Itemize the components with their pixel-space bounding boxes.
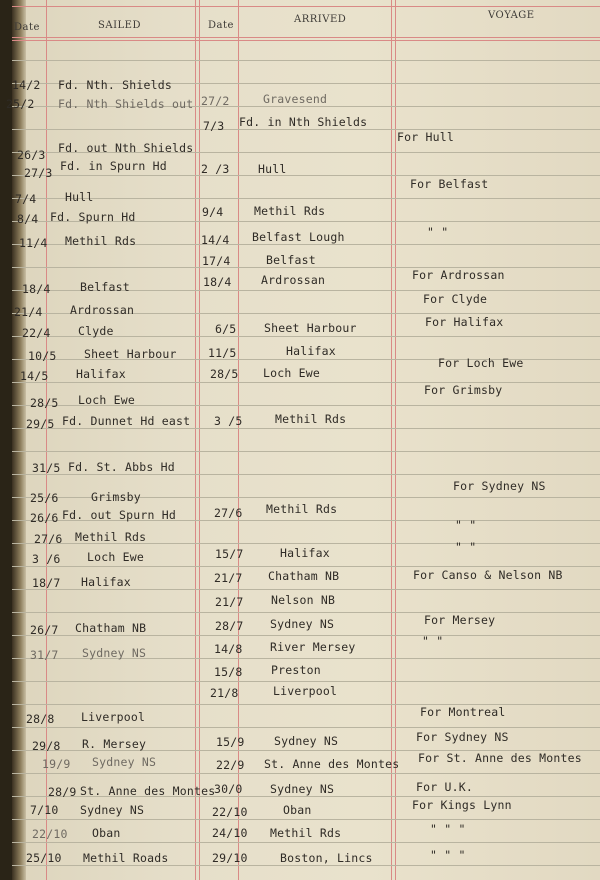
voyage: For Halifax: [425, 315, 504, 329]
ruling-line: [12, 382, 600, 383]
ruling-line: [12, 612, 600, 613]
sailed-place: St. Anne des Montes: [80, 784, 216, 798]
arrived-date: 9/4: [202, 205, 224, 219]
ruling-line: [12, 819, 600, 820]
sailed-place: Halifax: [81, 575, 131, 589]
arrived-place: Ardrossan: [261, 273, 326, 287]
arrived-place: River Mersey: [270, 640, 356, 654]
ruling-line: [12, 773, 600, 774]
arrived-date: 28/5: [210, 367, 239, 381]
voyage: For Grimsby: [424, 383, 503, 397]
arrived-date: 7/3: [203, 119, 225, 133]
sailed-date: 28/9: [48, 785, 77, 799]
arrived-date: 15/8: [214, 665, 243, 679]
ruling-line: [12, 566, 600, 567]
sailed-place: Clyde: [78, 324, 114, 338]
header-date-sailed: Date: [14, 22, 40, 33]
voyage: For Mersey: [424, 613, 496, 627]
voyage: For St. Anne des Montes: [418, 751, 582, 765]
arrived-date: 3 /5: [214, 414, 243, 428]
voyage: " ": [455, 518, 477, 532]
sailed-place: Methil Rds: [65, 234, 137, 248]
column-divider-sailed: [195, 0, 196, 880]
arrived-date: 21/7: [214, 571, 243, 585]
arrived-place: Sheet Harbour: [264, 321, 357, 335]
arrived-date: 6/5: [215, 322, 237, 336]
voyage: For Ardrossan: [412, 268, 505, 282]
arrived-place: Oban: [283, 803, 312, 817]
header-double-rule: [12, 40, 600, 41]
arrived-date: 14/8: [214, 642, 243, 656]
sailed-place: Fd. out Nth Shields: [58, 141, 194, 155]
header-sailed: SAILED: [98, 20, 141, 31]
sailed-place: Fd. Dunnet Hd east: [62, 414, 191, 428]
sailed-place: Grimsby: [91, 490, 141, 504]
column-divider-arrived-double: [395, 0, 396, 880]
arrived-date: 15/9: [216, 735, 245, 749]
header-voyage: VOYAGE: [488, 10, 535, 21]
ruling-line: [12, 428, 600, 429]
sailed-date: 28/5: [30, 396, 59, 410]
sailed-place: Oban: [92, 826, 121, 840]
arrived-date: 27/6: [214, 506, 243, 520]
sailed-place: Loch Ewe: [78, 393, 135, 407]
sailed-place: Fd. in Spurn Hd: [60, 159, 167, 173]
sailed-date: 14/2: [12, 78, 41, 92]
voyage: " ": [455, 540, 477, 554]
sailed-place: Sydney NS: [82, 646, 147, 660]
sailed-place: Sydney NS: [80, 803, 145, 817]
arrived-place: Loch Ewe: [263, 366, 320, 380]
header-date-arrived: Date: [208, 20, 234, 31]
header-arrived: ARRIVED: [294, 14, 347, 25]
voyage: " " ": [430, 822, 466, 836]
sailed-date: 7/10: [30, 803, 59, 817]
ruling-line: [12, 865, 600, 866]
ruling-line: [12, 704, 600, 705]
sailed-place: Fd. Nth Shields out: [58, 97, 194, 111]
sailed-date: 26/3: [17, 148, 46, 162]
ruling-line: [12, 129, 600, 130]
sailed-date: 7/4: [15, 192, 37, 206]
sailed-date: 29/8: [32, 739, 61, 753]
arrived-date: 14/4: [201, 233, 230, 247]
ruling-line: [12, 842, 600, 843]
sailed-date: 11/4: [19, 236, 48, 250]
sailed-date: 14/5: [20, 369, 49, 383]
sailed-date: 25/10: [26, 851, 62, 865]
ruling-line: [12, 589, 600, 590]
sailed-date: 18/4: [22, 282, 51, 296]
sailed-date: 25/6: [30, 491, 59, 505]
arrived-place: Gravesend: [263, 92, 328, 106]
sailed-date: 31/7: [30, 648, 59, 662]
arrived-date: 18/4: [203, 275, 232, 289]
ruling-line: [12, 727, 600, 728]
ruling-line: [12, 60, 600, 61]
arrived-date: 17/4: [202, 254, 231, 268]
sailed-place: Sheet Harbour: [84, 347, 177, 361]
voyage: " ": [427, 225, 449, 239]
sailed-place: Belfast: [80, 280, 130, 294]
arrived-place: Sydney NS: [274, 734, 339, 748]
arrived-place: Halifax: [286, 344, 336, 358]
sailed-date: 8/4: [17, 212, 39, 226]
sailed-place: Methil Rds: [75, 530, 147, 544]
arrived-place: Chatham NB: [268, 569, 340, 583]
arrived-date: 28/7: [215, 619, 244, 633]
header-bottom-rule: [12, 37, 600, 38]
sailed-date: 27/6: [34, 532, 63, 546]
sailed-date: 25/2: [6, 97, 35, 111]
arrived-place: Boston, Lincs: [280, 851, 373, 865]
sailed-place: Fd. out Spurn Hd: [62, 508, 176, 522]
sailed-place: Fd. Nth. Shields: [58, 78, 172, 92]
ruling-line: [12, 198, 600, 199]
sailed-place: Fd. Spurn Hd: [50, 210, 136, 224]
sailed-date: 22/4: [22, 326, 51, 340]
column-divider-arrived: [391, 0, 392, 880]
arrived-place: Sydney NS: [270, 617, 335, 631]
sailed-date: 3 /6: [32, 552, 61, 566]
sailed-date: 18/7: [32, 576, 61, 590]
sailed-date: 29/5: [26, 417, 55, 431]
arrived-place: Methil Rds: [275, 412, 347, 426]
voyage: For U.K.: [416, 780, 473, 794]
sailed-place: Methil Roads: [83, 851, 169, 865]
sailed-place: R. Mersey: [82, 737, 147, 751]
arrived-date: 21/8: [210, 686, 239, 700]
arrived-place: Methil Rds: [266, 502, 338, 516]
sailed-place: Loch Ewe: [87, 550, 144, 564]
sailed-place: Hull: [65, 190, 94, 204]
arrived-place: Methil Rds: [270, 826, 342, 840]
voyage: For Canso & Nelson NB: [413, 568, 563, 582]
ruling-line: [12, 474, 600, 475]
arrived-date: 30/0: [214, 782, 243, 796]
sailed-place: Sydney NS: [92, 755, 157, 769]
arrived-date: 22/10: [212, 805, 248, 819]
arrived-place: St. Anne des Montes: [264, 757, 400, 771]
sailed-date: 19/9: [42, 757, 71, 771]
arrived-date: 22/9: [216, 758, 245, 772]
page-edge: [12, 0, 26, 880]
sailed-date: 28/8: [26, 712, 55, 726]
ruling-line: [12, 175, 600, 176]
sailed-place: Ardrossan: [70, 303, 135, 317]
arrived-date: 15/7: [215, 547, 244, 561]
sailed-place: Halifax: [76, 367, 126, 381]
voyage: For Loch Ewe: [438, 356, 524, 370]
ruling-line: [12, 635, 600, 636]
arrived-date: 24/10: [212, 826, 248, 840]
arrived-place: Fd. in Nth Shields: [239, 115, 368, 129]
voyage: For Montreal: [420, 705, 506, 719]
voyage: For Belfast: [410, 177, 489, 191]
voyage: For Sydney NS: [416, 730, 509, 744]
sailed-date: 26/7: [30, 623, 59, 637]
header-top-rule: [12, 6, 600, 7]
arrived-date: 21/7: [215, 595, 244, 609]
ruling-line: [12, 451, 600, 452]
sailed-date: 21/4: [14, 305, 43, 319]
arrived-place: Halifax: [280, 546, 330, 560]
voyage: For Hull: [397, 130, 454, 144]
ledger-page: [6, 0, 600, 880]
sailed-date: 26/6: [30, 511, 59, 525]
sailed-place: Liverpool: [81, 710, 146, 724]
sailed-date: 31/5: [32, 461, 61, 475]
sailed-place: Fd. St. Abbs Hd: [68, 460, 175, 474]
arrived-place: Nelson NB: [271, 593, 336, 607]
arrived-date: 29/10: [212, 851, 248, 865]
sailed-date: 22/10: [32, 827, 68, 841]
ruling-line: [12, 681, 600, 682]
sailed-place: Chatham NB: [75, 621, 147, 635]
ruling-line: [12, 267, 600, 268]
arrived-place: Liverpool: [273, 684, 338, 698]
sailed-date: 10/5: [28, 349, 57, 363]
voyage: For Clyde: [423, 292, 488, 306]
arrived-place: Preston: [271, 663, 321, 677]
arrived-date: 2 /3: [201, 162, 230, 176]
sailed-date: 27/3: [24, 166, 53, 180]
voyage: " " ": [430, 848, 466, 862]
arrived-place: Belfast: [266, 253, 316, 267]
arrived-place: Sydney NS: [270, 782, 335, 796]
arrived-place: Methil Rds: [254, 204, 326, 218]
column-divider-sailed-double: [199, 0, 200, 880]
voyage: For Sydney NS: [453, 479, 546, 493]
arrived-place: Belfast Lough: [252, 230, 345, 244]
voyage: For Kings Lynn: [412, 798, 512, 812]
voyage: " ": [422, 634, 444, 648]
arrived-date: 11/5: [208, 346, 237, 360]
arrived-place: Hull: [258, 162, 287, 176]
arrived-date: 27/2: [201, 94, 230, 108]
